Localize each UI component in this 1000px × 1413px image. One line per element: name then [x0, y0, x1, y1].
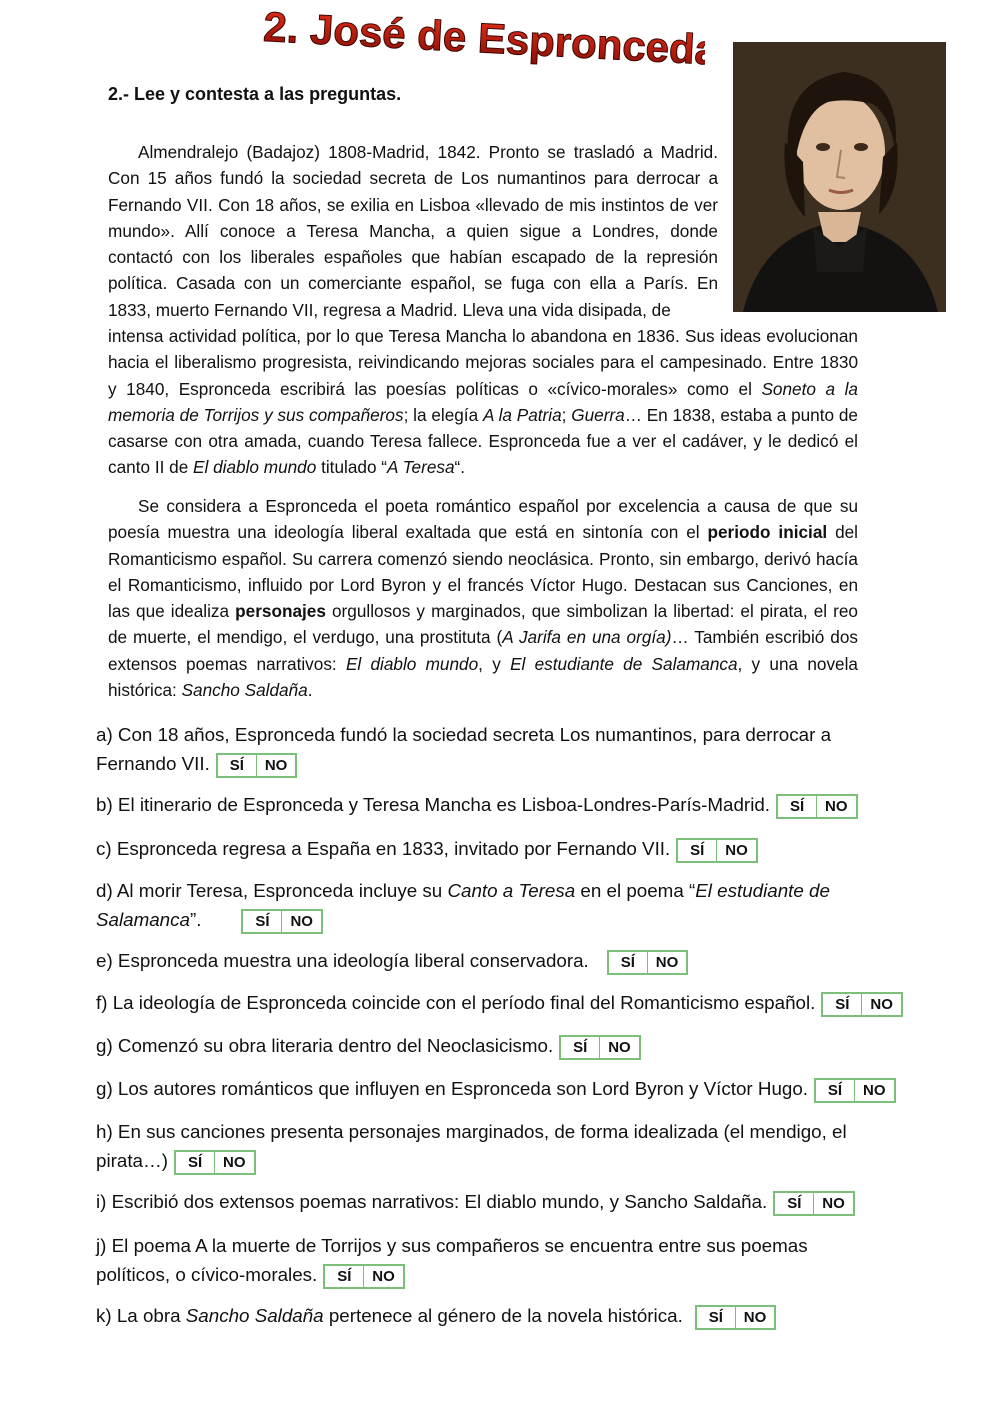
question-text: b) El itinerario de Espronceda y Teresa Mancha es Lisboa-Londres-París-Madrid. — [96, 794, 771, 815]
yes-option[interactable]: SÍ — [823, 994, 862, 1015]
bio-text: , y — [478, 653, 511, 674]
question-text: h) En sus canciones presenta personajes marginados, de forma idealizada (el mendigo, el pirata…) — [96, 1121, 847, 1171]
work-title: A Teresa — [387, 457, 455, 478]
bio-text: ; la elegía — [403, 404, 483, 425]
question-h — [96, 1117, 861, 1175]
question-text: i) Escribió dos extensos poemas narrativos: El diablo mundo, y Sancho Saldaña. — [96, 1191, 768, 1212]
work-title: Canto a Teresa — [447, 880, 576, 901]
yes-option[interactable]: SÍ — [561, 1037, 600, 1058]
bio-text: orgullosos y marginados, que simbolizan la libertad: el pirata, el reo de muerte, el mendigo, el verdugo, una prostituta ( — [108, 601, 858, 648]
yes-option[interactable]: SÍ — [816, 1080, 855, 1101]
bio-text: . — [307, 680, 313, 701]
bio-paragraph-1-top — [108, 139, 718, 323]
title-text: 2. José de Espronceda. — [262, 2, 705, 72]
question-f — [96, 988, 976, 1017]
yes-no-choice — [216, 753, 298, 778]
no-option[interactable]: NO — [725, 841, 748, 859]
question-text: c) Espronceda regresa a España en 1833, invitado por Fernando VII. — [96, 838, 671, 859]
yes-no-choice — [323, 1264, 405, 1289]
bio-text: Almendralejo (Badajoz) 1808-Madrid, 1842. Pronto se trasladó a Madrid. Con 15 años fundó la sociedad secreta de Los numantinos para derrocar a Fernando VII. Con 18 años, se exilia en Lisboa «llevado de mis instintos de ver mundo». Allí conoce a Teresa Mancha, a quien sigue a Londres, donde contactó con los liberales españoles que habían escapado de la represión política. Casada con un comerciante español, se fuga con ella a París. En 1833, muerto Fernando VII, regresa a Madrid. Lleva una vida disipada, de — [108, 142, 718, 320]
work-title: El estudiante de Salamanca — [96, 880, 830, 930]
bio-text: … En 1838, estaba a punto de casarse con otra amada, cuando Teresa fallece. Espronceda fue a ver el cadáver, y le dedicó el canto II de — [108, 404, 858, 478]
bio-text: … También escribió dos extensos poemas narrativos: — [108, 627, 858, 674]
question-i — [96, 1187, 916, 1216]
worksheet-title — [255, 2, 705, 72]
yes-option[interactable]: SÍ — [678, 840, 717, 861]
work-title: Sancho Saldaña — [181, 680, 308, 701]
no-option[interactable]: NO — [822, 1194, 845, 1212]
work-title: A Jarifa en una orgía) — [502, 627, 672, 648]
no-option[interactable]: NO — [655, 953, 679, 971]
question-e — [96, 946, 861, 975]
yes-no-choice — [174, 1150, 256, 1175]
question-j — [96, 1231, 861, 1289]
question-g2 — [96, 1074, 976, 1103]
instructions: 2.- Lee y contesta a las preguntas. — [108, 84, 402, 104]
work-title: Guerra — [571, 404, 625, 425]
question-text: d) Al morir Teresa, Espronceda incluye su — [96, 880, 448, 901]
no-option[interactable]: NO — [870, 995, 893, 1013]
work-title: El diablo mundo — [193, 457, 317, 478]
bold-term: personajes — [235, 601, 326, 622]
yes-no-choice — [773, 1191, 855, 1216]
work-title: El estudiante de Salamanca — [510, 653, 738, 674]
no-option[interactable]: NO — [825, 797, 848, 815]
no-option[interactable]: NO — [863, 1081, 886, 1099]
question-k — [96, 1301, 861, 1330]
yes-option[interactable]: SÍ — [218, 755, 257, 776]
yes-no-choice — [814, 1078, 896, 1103]
bio-text: , y una novela histórica: — [108, 653, 858, 701]
yes-no-choice — [559, 1035, 641, 1060]
espronceda-portrait — [733, 42, 946, 312]
question-text: k) La obra — [96, 1305, 186, 1326]
question-b — [96, 790, 916, 819]
bio-text: intensa actividad política, por lo que Teresa Mancha lo abandona en 1836. Sus ideas evolucionan hacia el liberalismo progresista, reivindicando mejoras sociales para el campesinado. Entre 1830 y 1840, Espronceda escribirá las poesías políticas o «cívico-morales» como el — [108, 326, 858, 399]
yes-option[interactable]: SÍ — [176, 1152, 215, 1173]
question-a — [96, 720, 861, 778]
question-text: f) La ideología de Espronceda coincide con el período final del Romanticismo español. — [96, 992, 816, 1013]
yes-option[interactable]: SÍ — [243, 911, 282, 932]
question-text: g) Comenzó su obra literaria dentro del Neoclasicismo. — [96, 1035, 554, 1056]
yes-no-choice — [676, 838, 758, 863]
bio-paragraph-2 — [108, 493, 858, 703]
yes-option[interactable]: SÍ — [609, 952, 648, 973]
no-option[interactable]: NO — [223, 1153, 246, 1171]
yes-no-choice — [776, 794, 858, 819]
bold-term: periodo inicial — [707, 522, 828, 543]
no-option[interactable]: NO — [608, 1038, 631, 1056]
question-text: en el poema “ — [575, 880, 696, 901]
question-text: pertenece al género de la novela histórica. — [323, 1305, 683, 1326]
yes-no-choice — [821, 992, 903, 1017]
work-title: Soneto a la memoria de Torrijos y sus compañeros — [108, 378, 858, 425]
bio-text: ; — [561, 404, 572, 425]
work-title: Sancho Saldaña — [185, 1305, 324, 1326]
question-text: e) Espronceda muestra una ideología liberal conservadora. — [96, 950, 589, 971]
bio-text: titulado “ — [316, 457, 388, 478]
question-text: ”. — [189, 909, 202, 930]
question-c — [96, 834, 861, 863]
no-option[interactable]: NO — [372, 1267, 395, 1285]
work-title: A la Patria — [482, 404, 562, 425]
question-g1 — [96, 1031, 861, 1060]
question-text: a) Con 18 años, Espronceda fundó la sociedad secreta Los numantinos, para derrocar a Fernando VII. — [96, 724, 832, 774]
question-text: j) El poema A la muerte de Torrijos y sus compañeros se encuentra entre sus poemas políticos, o cívico-morales. — [96, 1235, 808, 1285]
question-text: g) Los autores románticos que influyen en Espronceda son Lord Byron y Víctor Hugo. — [96, 1078, 809, 1099]
bio-paragraph-1-bottom — [108, 323, 858, 481]
yes-no-choice — [241, 909, 323, 934]
question-d — [96, 876, 861, 934]
bio-text: “. — [454, 457, 466, 478]
yes-option[interactable]: SÍ — [325, 1266, 364, 1287]
work-title: El diablo mundo — [345, 653, 479, 674]
yes-no-choice — [607, 950, 689, 975]
bio-text: del Romanticismo español. Su carrera comenzó siendo neoclásica. Pronto, sin embargo, derivó hacía el Romanticismo, influido por Lord Byron y el francés Víctor Hugo. Destacan sus Canciones, en las que idealiza — [108, 522, 859, 622]
yes-no-choice — [695, 1305, 777, 1330]
no-option[interactable]: NO — [290, 912, 313, 930]
no-option[interactable]: NO — [264, 756, 288, 774]
title-wordart — [255, 2, 705, 72]
yes-option[interactable]: SÍ — [775, 1193, 814, 1214]
yes-option[interactable]: SÍ — [778, 796, 817, 817]
bio-text: Se considera a Espronceda el poeta romántico español por excelencia a causa de que su poesía muestra una ideología liberal exaltada que está en sintonía con el — [108, 496, 858, 543]
yes-option[interactable]: SÍ — [697, 1307, 736, 1328]
no-option[interactable]: NO — [743, 1308, 767, 1326]
